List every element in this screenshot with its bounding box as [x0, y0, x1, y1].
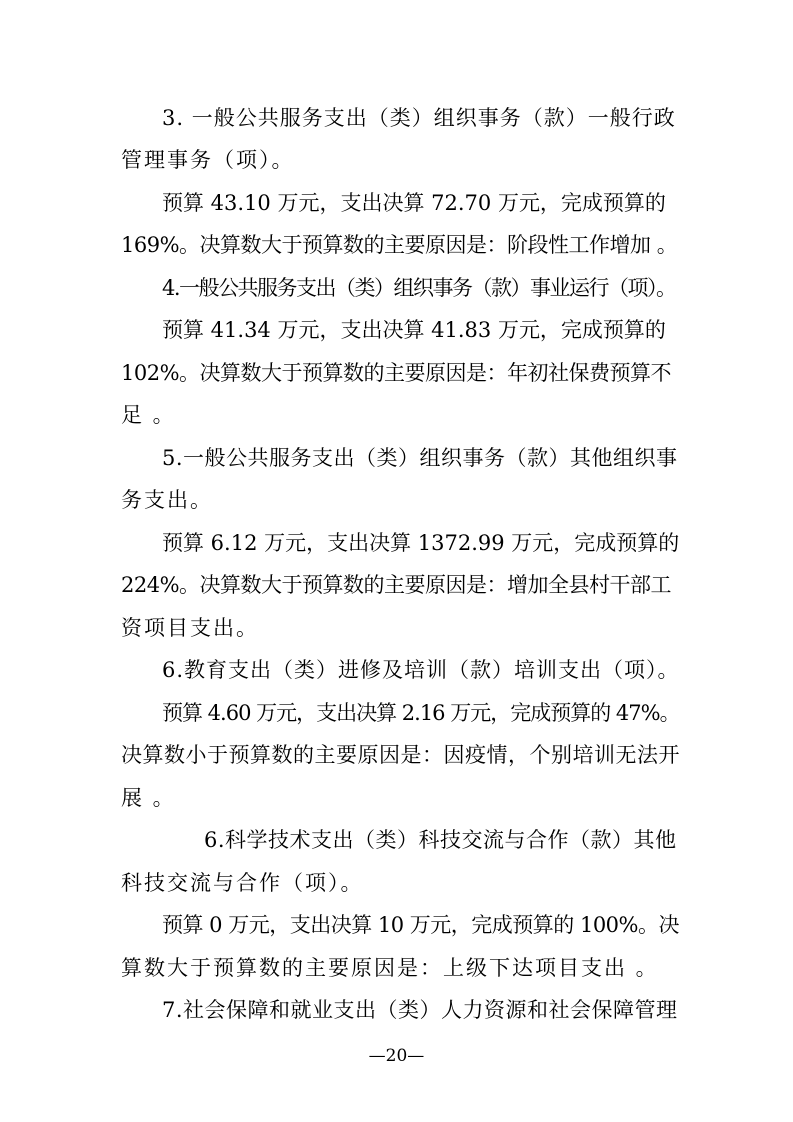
text-line: 6.科学技术支出（类）科技交流与合作（款）其他: [204, 828, 677, 852]
text-line: 算数大于预算数的主要原因是：上级下达项目支出 。: [121, 956, 659, 980]
text-line: 资项目支出。: [121, 616, 259, 640]
text-line: 务支出。: [121, 488, 213, 512]
text-line: 224%。决算数大于预算数的主要原因是：增加全县村干部工: [121, 573, 672, 597]
page-number: —20—: [368, 1046, 425, 1066]
text-line: 管理事务（项）。: [121, 148, 295, 172]
text-line: 102%。决算数大于预算数的主要原因是：年初社保费预算不: [121, 361, 672, 385]
text-line: 足 。: [121, 403, 176, 427]
text-line: 预算 6.12 万元，支出决算 1372.99 万元，完成预算的: [162, 531, 680, 555]
text-line: 7.社会保障和就业支出（类）人力资源和社会保障管理: [162, 998, 678, 1022]
text-line: 预算 0 万元，支出决算 10 万元，完成预算的 100%。决: [162, 913, 679, 937]
text-line: 169%。决算数大于预算数的主要原因是：阶段性工作增加 。: [121, 233, 678, 257]
text-line: 科技交流与合作（项）。: [121, 871, 364, 895]
text-line: 预算 41.34 万元，支出决算 41.83 万元，完成预算的: [162, 318, 666, 342]
text-line: 5.一般公共服务支出（类）组织事务（款）其他组织事: [162, 446, 678, 470]
text-line: 预算 43.10 万元，支出决算 72.70 万元，完成预算的: [162, 191, 666, 215]
text-line: 4.一般公共服务支出（类）组织事务（款）事业运行（项）。: [162, 276, 676, 300]
text-line: 3. 一般公共服务支出（类）组织事务（款）一般行政: [162, 106, 676, 130]
text-line: 展 。: [121, 786, 176, 810]
text-line: 6.教育支出（类）进修及培训（款）培训支出（项）。: [162, 658, 680, 682]
text-line: 预算 4.60 万元，支出决算 2.16 万元，完成预算的 47%。: [162, 701, 680, 725]
text-line: 决算数小于预算数的主要原因是：因疫情，个别培训无法开: [121, 743, 680, 767]
